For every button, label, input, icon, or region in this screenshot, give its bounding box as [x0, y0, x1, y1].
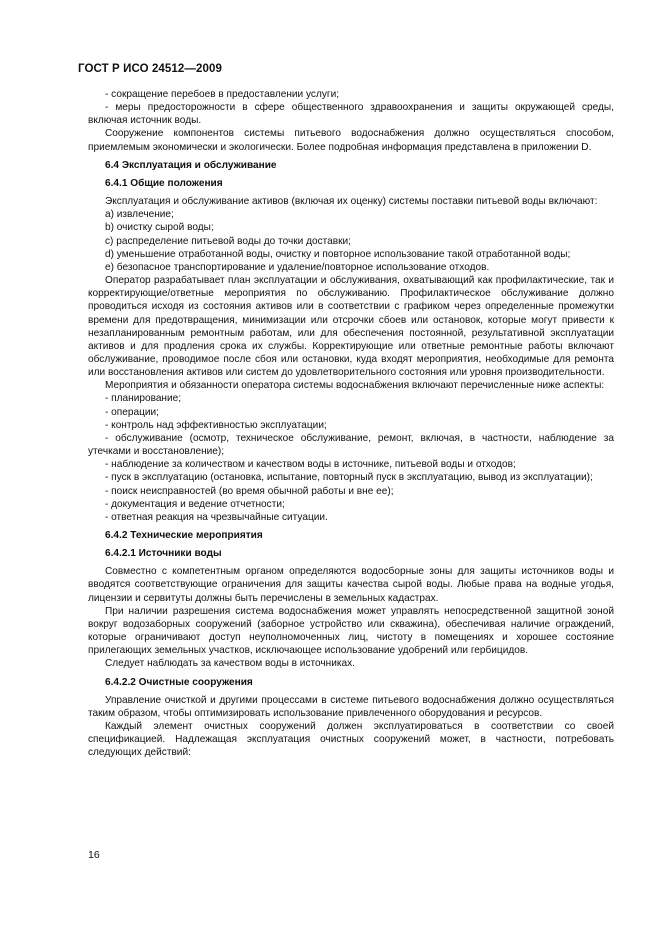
list-item: - документация и ведение отчетности; — [105, 498, 285, 510]
list-item: - ответная реакция на чрезвычайные ситуации. — [105, 511, 328, 523]
body-paragraph: При наличии разрешения система водоснабжения может управлять непосредственной защитной зоной вокруг водозаборных сооружений (заборное устройство или скважина), обеспечивая наличие ограждений, которые ограничивают доступ неуполномоченных лиц, чистоту в помещениях и хорошее состояние прилегающих земельных участков, исключающее использование удобрений или гербицидов. — [88, 605, 614, 657]
list-item: - меры предосторожности в сфере общественного здравоохранения и защиты окружающей среды, включая источник воды. — [88, 102, 614, 127]
list-item: a) извлечение; — [105, 209, 174, 221]
document-body — [88, 88, 614, 760]
list-item: - обслуживание (осмотр, техническое обслуживание, ремонт, включая, в частности, наблюдение за утечками и восстановление); — [88, 432, 614, 458]
subsection-heading: 6.4.1 Общие положения — [105, 177, 223, 189]
list-item: - планирование; — [105, 393, 182, 405]
list-item: - поиск неисправностей (во время обычной работы и вне ее); — [105, 485, 394, 497]
body-paragraph: Совместно с компетентным органом определяются водосборные зоны для защиты источников воды и вводятся соответствующие ограничения для защиты качества сырой воды. Любые права на водные угодья, лицензии и сервитуты должны быть перечислены в земельных кадастрах. — [88, 566, 614, 604]
subsection-heading: 6.4.2 Технические мероприятия — [105, 530, 263, 541]
body-paragraph: Следует наблюдать за качеством воды в источниках. — [105, 658, 355, 670]
list-item: - контроль над эффективностью эксплуатации; — [105, 419, 327, 431]
page-number: 16 — [88, 849, 100, 861]
body-paragraph: Эксплуатация и обслуживание активов (включая их оценку) системы поставки питьевой воды включают: — [105, 196, 598, 208]
body-paragraph: Каждый элемент очистных сооружений должен эксплуатироваться в соответствии со своей спецификацией. Надлежащая эксплуатация очистных сооружений может, в частности, потребовать следующих действий: — [88, 721, 614, 759]
list-item: - пуск в эксплуатацию (остановка, испытание, повторный пуск в эксплуатацию, вывод из эксплуатации); — [105, 472, 593, 484]
list-item: d) уменьшение отработанной воды, очистку и повторное использование такой отработанной воды; — [105, 248, 571, 260]
body-paragraph: Сооружение компонентов системы питьевого водоснабжения должно осуществляться способом, приемлемым экономически и экологически. Более подробная информация представлена в приложении D. — [88, 128, 614, 153]
list-item: b) очистку сырой воды; — [105, 222, 214, 234]
list-item: - операции; — [105, 406, 159, 418]
body-paragraph: Мероприятия и обязанности оператора системы водоснабжения включают перечисленные ниже аспекты: — [105, 380, 605, 392]
list-item: - наблюдение за количеством и качеством воды в источнике, питьевой воды и отходов; — [105, 459, 516, 471]
body-paragraph: Оператор разрабатывает план эксплуатации и обслуживания, охватывающий как профилактические, так и корректирующие/ответные мероприятия по обслуживанию. Профилактическое обслуживание должно проводиться исходя из состояния активов или в соответствии с графиком через определенные промежутки времени для предотвращения, минимизации или отсрочки сбоев или остановок, которые могут привести к незапланированным ремонтным работам, или для обеспечения постоянной, результативной эксплуатации активов и для продления срока их службы. Корректирующие или ответные ремонтные работы включают обслуживание, проводимое после сбоя или остановки, куда входят мероприятия, необходимые для ремонта или восстановления активов или систем до удовлетворительного состояния или уровня производительности. — [88, 275, 614, 379]
list-item: e) безопасное транспортирование и удаление/повторное использование отходов. — [105, 261, 490, 273]
list-item: - сокращение перебоев в предоставлении услуги; — [105, 89, 340, 100]
section-heading: 6.4 Эксплуатация и обслуживание — [105, 159, 277, 171]
subsection-heading: 6.4.2.1 Источники воды — [105, 548, 222, 560]
body-paragraph: Управление очисткой и другими процессами в системе питьевого водоснабжения должно осуществляться таким образом, чтобы оптимизировать использование привлеченного оборудования и ресурсов. — [88, 694, 614, 719]
subsection-heading: 6.4.2.2 Очистные сооружения — [105, 676, 253, 688]
list-item: c) распределение питьевой воды до точки доставки; — [105, 235, 351, 247]
document-header: ГОСТ Р ИСО 24512—2009 — [78, 63, 223, 75]
